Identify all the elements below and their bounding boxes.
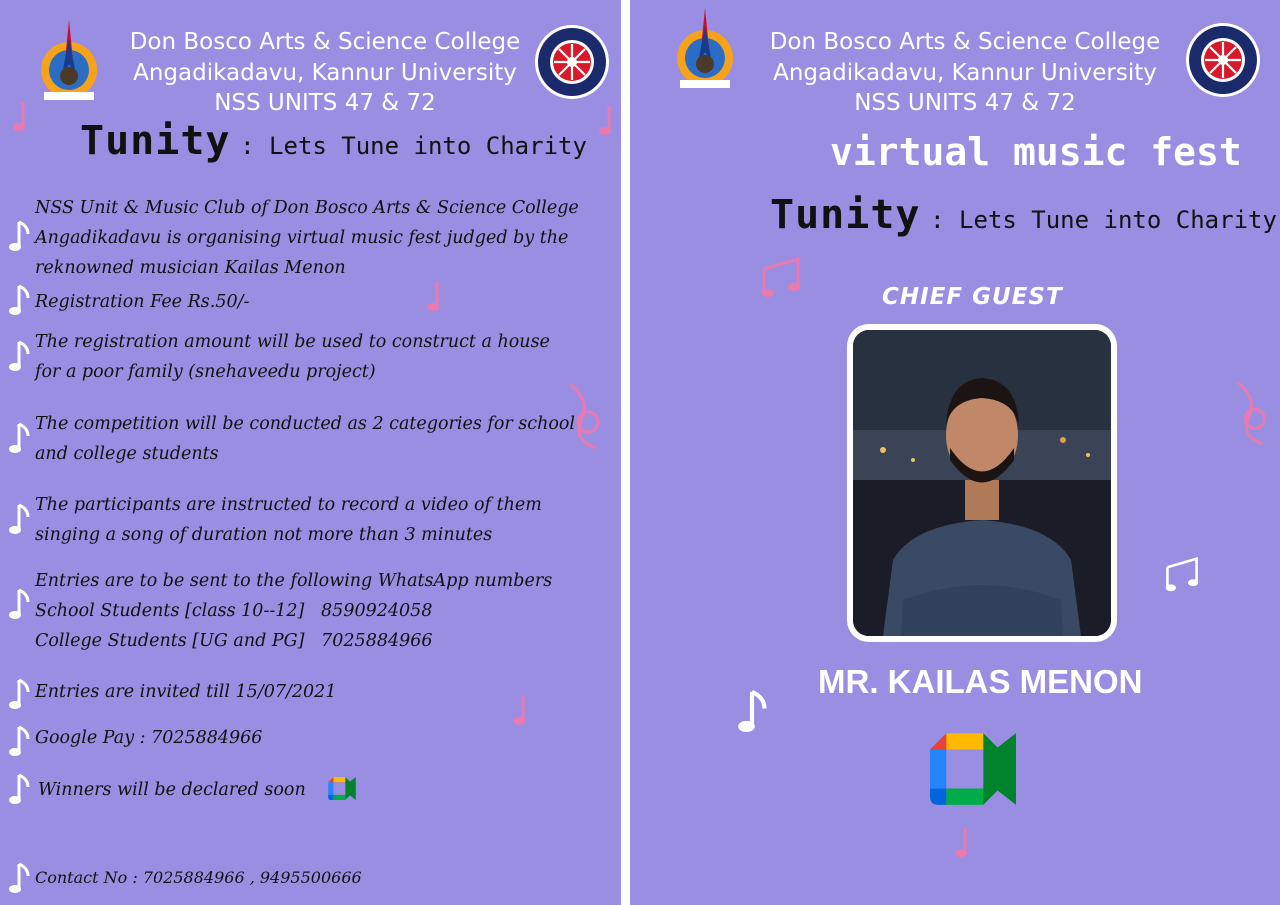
music-note-icon — [6, 422, 32, 458]
music-note-icon — [560, 380, 610, 452]
google-meet-icon — [328, 777, 356, 800]
college-header — [100, 27, 550, 119]
chief-guest-heading: CHIEF GUEST — [882, 284, 1063, 310]
music-note-icon — [1164, 555, 1200, 595]
music-note-icon — [6, 773, 32, 809]
intro-text: NSS Unit & Music Club of Don Bosco Arts & Science College Angadikadavu is organising virtual music fest judged by the reknowned musician Kailas Menon — [35, 198, 579, 278]
music-note-icon — [1228, 376, 1276, 450]
poster-guest-panel — [630, 0, 1280, 905]
google-pay-text: Google Pay : 7025884966 — [35, 728, 263, 748]
music-note-icon — [952, 826, 978, 862]
music-note-icon — [6, 678, 32, 714]
music-note-icon — [424, 280, 450, 316]
college-location: Angadikadavu, Kannur University — [133, 59, 517, 86]
college-logo — [672, 8, 738, 88]
event-title — [80, 118, 587, 164]
guest-photo-frame — [847, 324, 1117, 642]
event-title-main: Tunity — [770, 192, 921, 238]
college-name: Don Bosco Arts & Science College — [129, 29, 521, 55]
guest-portrait-illustration — [853, 330, 1111, 636]
music-note-icon — [6, 725, 32, 761]
college-logo — [36, 20, 102, 100]
event-title-sub: : Lets Tune into Charity — [240, 132, 587, 160]
music-note-icon — [760, 255, 802, 301]
college-name: Don Bosco Arts & Science College — [769, 29, 1161, 55]
categories-text: The competition will be conducted as 2 categories for school and college students — [35, 414, 576, 464]
music-note-icon — [734, 686, 770, 742]
contact-text: Contact No : 7025884966 , 9495500666 — [35, 868, 362, 887]
deadline-text: Entries are invited till 15/07/2021 — [35, 682, 337, 702]
college-location: Angadikadavu, Kannur University — [773, 59, 1157, 86]
fest-title: virtual music fest — [830, 130, 1242, 174]
music-note-icon — [510, 694, 536, 730]
winners-text: Winners will be declared soon — [38, 780, 306, 800]
music-note-icon — [596, 104, 621, 140]
music-note-icon — [6, 588, 32, 624]
entries-text: Entries are to be sent to the following WhatsApp numbers School Students [class 10--12] 8590924058 College Students [UG and PG] 7025884966 — [35, 571, 553, 651]
event-title — [770, 192, 1277, 238]
event-title-main: Tunity — [80, 118, 231, 164]
music-note-icon — [6, 862, 32, 898]
instructions-text: The participants are instructed to record a video of them singing a song of duration not more than 3 minutes — [35, 495, 542, 545]
music-note-icon — [6, 220, 32, 256]
guest-name: MR. KAILAS MENON — [818, 663, 1143, 700]
purpose-text: The registration amount will be used to construct a house for a poor family (snehaveedu project) — [35, 332, 550, 382]
music-note-icon — [6, 503, 32, 539]
music-note-icon — [6, 340, 32, 376]
poster-details-panel — [0, 0, 621, 905]
music-note-icon — [6, 284, 32, 320]
nss-units: NSS UNITS 47 & 72 — [214, 90, 436, 116]
nss-logo — [1185, 22, 1261, 98]
music-note-icon — [10, 100, 36, 136]
guest-photo — [853, 330, 1111, 636]
google-meet-icon — [930, 733, 1016, 805]
college-header — [740, 27, 1190, 119]
nss-units: NSS UNITS 47 & 72 — [854, 90, 1076, 116]
registration-fee: Registration Fee Rs.50/- — [35, 292, 250, 312]
event-title-sub: : Lets Tune into Charity — [930, 206, 1277, 234]
